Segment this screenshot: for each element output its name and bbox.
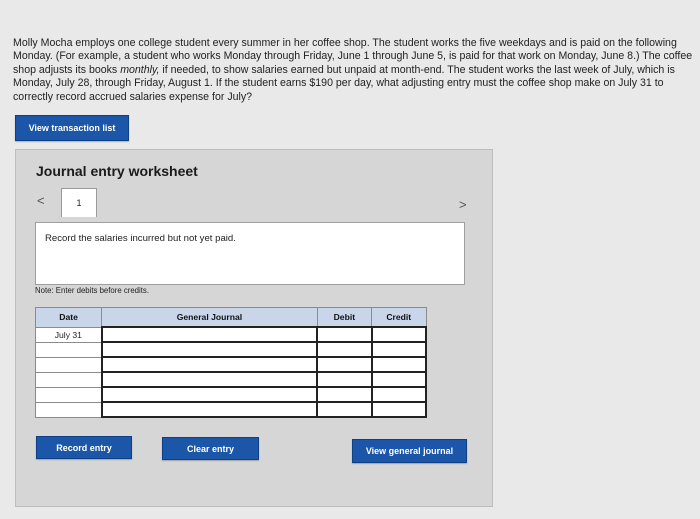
account-select[interactable]	[102, 342, 317, 357]
table-row	[36, 357, 427, 372]
table-row	[36, 402, 427, 417]
date-cell	[36, 372, 102, 387]
date-cell	[36, 357, 102, 372]
header-credit: Credit	[372, 308, 426, 328]
journal-table	[35, 307, 427, 418]
credit-input[interactable]	[372, 402, 426, 417]
account-select[interactable]	[102, 327, 317, 342]
worksheet-title: Journal entry worksheet	[36, 163, 198, 179]
account-select[interactable]	[102, 387, 317, 402]
chevron-right-icon[interactable]: >	[459, 197, 467, 212]
question-text	[13, 37, 693, 105]
view-transaction-list-button[interactable]: View transaction list	[15, 115, 129, 141]
note-text: Note: Enter debits before credits.	[35, 286, 149, 295]
credit-input[interactable]	[372, 372, 426, 387]
question-part-2: if needed, to show salaries earned but unpaid at month-end. The student works the last week of July, which is Monday, July 28, through Friday, August 1. If the student earns $190 per day, what adjusting entry must the coffee shop make on July 31 to correctly record accrued salaries expense for July?	[13, 63, 675, 103]
credit-input[interactable]	[372, 327, 426, 342]
journal-entry-worksheet	[15, 149, 493, 507]
record-entry-button[interactable]: Record entry	[36, 436, 132, 459]
credit-input[interactable]	[372, 342, 426, 357]
date-cell	[36, 342, 102, 357]
date-cell	[36, 402, 102, 417]
table-row	[36, 387, 427, 402]
clear-entry-button[interactable]: Clear entry	[162, 437, 259, 460]
debit-input[interactable]	[317, 387, 371, 402]
credit-input[interactable]	[372, 387, 426, 402]
credit-input[interactable]	[372, 357, 426, 372]
question-emphasis: monthly,	[120, 63, 160, 76]
debit-input[interactable]	[317, 357, 371, 372]
debit-input[interactable]	[317, 327, 371, 342]
tab-1[interactable]: 1	[61, 188, 97, 217]
view-general-journal-button[interactable]: View general journal	[352, 439, 467, 463]
account-select[interactable]	[102, 357, 317, 372]
debit-input[interactable]	[317, 342, 371, 357]
table-row	[36, 372, 427, 387]
account-select[interactable]	[102, 402, 317, 417]
header-debit: Debit	[317, 308, 371, 328]
debit-input[interactable]	[317, 402, 371, 417]
table-row	[36, 342, 427, 357]
date-cell: July 31	[36, 327, 102, 342]
header-general-journal: General Journal	[102, 308, 317, 328]
header-date: Date	[36, 308, 102, 328]
date-cell	[36, 387, 102, 402]
debit-input[interactable]	[317, 372, 371, 387]
question-part-1: Molly Mocha employs one college student every summer in her coffee shop. The student works the five weekdays and is paid on the following Monday. (For example, a student who works Monday through Friday, June 1 through June 5, is paid for that work on Monday, June 8.) The coffee shop adjusts its books	[13, 36, 693, 76]
table-row	[36, 327, 427, 342]
chevron-left-icon[interactable]: <	[37, 193, 45, 208]
instruction-text: Record the salaries incurred but not yet paid.	[45, 233, 236, 244]
instruction-box	[35, 222, 465, 285]
account-select[interactable]	[102, 372, 317, 387]
